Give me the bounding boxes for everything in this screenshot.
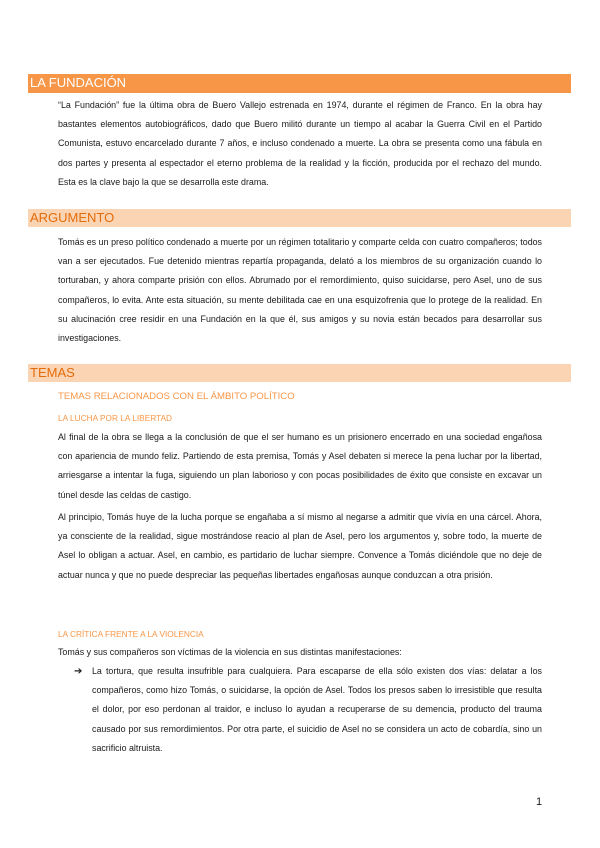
heading-argumento: ARGUMENTO [28, 209, 571, 227]
heading-temas: TEMAS [28, 364, 571, 382]
subheading-lucha-libertad: LA LUCHA POR LA LIBERTAD [58, 413, 173, 423]
heading-la-fundacion: LA FUNDACIÓN [28, 74, 571, 93]
subheading-ambito-politico: TEMAS RELACIONADOS CON EL ÁMBITO POLÍTICO [58, 391, 295, 402]
page-number: 1 [536, 796, 543, 808]
paragraph-violencia-intro: Tomás y sus compañeros son víctimas de la violencia en sus distintas manifestaciones: [58, 647, 402, 657]
paragraph-libertad-2: Al principio, Tomás huye de la lucha porque se engañaba a sí mismo al negarse a admitir que vivía en una cárcel. Ahora, ya consciente de la realidad, sigue mostrándose reacio al plan de Asel, pero los argumentos y, sobre todo, la muerte de Asel lo obligan a actuar. Asel, en cambio, es partidario de luchar siempre. Convence a Tomás diciéndole que no deje de actuar nunca y que no puede despreciar las pequeñas libertades engañosas aunque conduzcan a otra prisión. [58, 512, 542, 580]
paragraph-libertad-1: Al final de la obra se llega a la conclusión de que el ser humano es un prisionero encerrado en una sociedad engañosa con apariencia de mundo feliz. Partiendo de esta premisa, Tomás y Asel debaten si merece la pena luchar por la libertad, arriesgarse a intentar la fuga, siguiendo un plan laborioso y con pocas posibilidades de éxito que consiste en excavar un túnel desde las celdas de castigo. [58, 432, 542, 500]
arrow-bullet-icon: ➔ [74, 666, 83, 677]
bullet-tortura: La tortura, que resulta insufrible para cualquiera. Para escaparse de ella sólo existen dos vías: delatar a los compañeros, como hizo Tomás, o suicidarse, la opción de Asel. Todos los presos saben lo irresistible que resulta el dolor, por eso perdonan al traidor, e incluso lo ayudan a recuperarse de su demencia, producto del trauma causado por sus remordimientos. Por otra parte, el suicidio de Asel no se considera un acto de cobardía, sino un sacrificio altruista. [92, 666, 542, 753]
subheading-critica-violencia: LA CRÍTICA FRENTE A LA VIOLENCIA [58, 629, 204, 639]
paragraph-fundacion: “La Fundación” fue la última obra de Buero Vallejo estrenada en 1974, durante el régimen de Franco. En la obra hay bastantes elementos autobiográficos, dado que Buero militó durante un tiempo al acabar la Guerra Civil en el Partido Comunista, estuvo encarcelado durante 7 años, e incluso condenado a muerte. La obra se presenta como una fábula en dos partes y presenta al espectador el eterno problema de la realidad y la ficción, producida por el rechazo del mundo. Esta es la clave bajo la que se desarrolla este drama. [58, 100, 542, 187]
paragraph-argumento: Tomás es un preso político condenado a muerte por un régimen totalitario y comparte celda con cuatro compañeros; todos van a ser ejecutados. Fue detenido mientras repartía propaganda, delató a los miembros de su organización cuando lo torturaban, y ahora comparte prisión con ellos. Abrumado por el remordimiento, quiso suicidarse, pero Asel, uno de sus compañeros, lo evita. Ante esta situación, su mente debilitada cae en una esquizofrenia que lo protege de la realidad. En su alucinación cree residir en una Fundación en la que él, sus amigos y su novia están becados para desarrollar sus investigaciones. [58, 237, 542, 344]
